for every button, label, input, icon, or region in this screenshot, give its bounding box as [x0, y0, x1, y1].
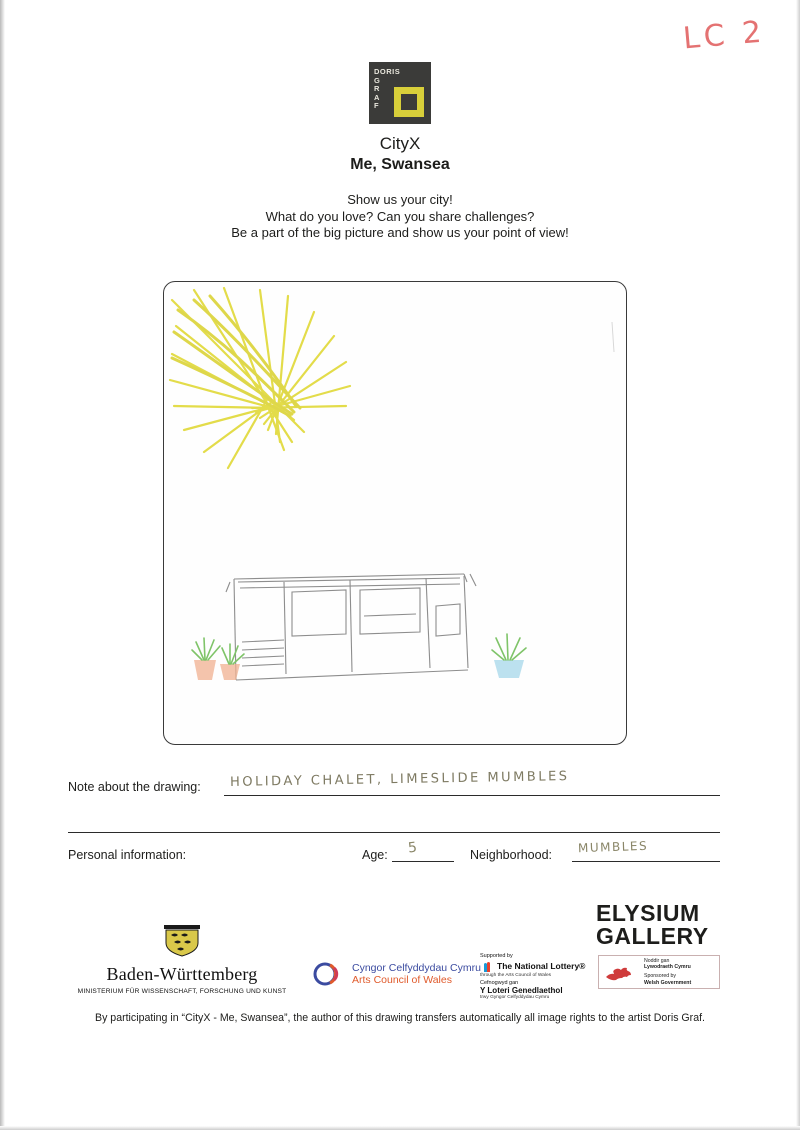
arts-council-english-name: Arts Council of Wales — [352, 974, 452, 986]
elysium-line-2: GALLERY — [596, 923, 709, 949]
national-lottery-logo — [480, 953, 592, 1000]
doris-graf-logo — [369, 62, 431, 124]
elysium-gallery-logo — [596, 902, 709, 948]
arts-council-swirl-icon — [310, 957, 344, 991]
prompt-line-2: What do you love? Can you share challenges? — [265, 208, 535, 224]
neighborhood-input-line[interactable] — [572, 861, 720, 862]
note-handwritten-value: HOLIDAY CHALET, LIMESLIDE MUMBLES — [229, 769, 570, 790]
faint-scan-marks — [612, 322, 614, 352]
lottery-cy-through: trwy Gyngor Celfyddydau Cymru — [480, 995, 550, 1000]
age-label: Age: — [362, 848, 388, 862]
scan-edge-bottom — [0, 1126, 800, 1130]
drawing-frame — [163, 281, 627, 745]
lottery-through-en: through the Arts Council of Wales — [480, 973, 552, 978]
lottery-cy-name: Y Loteri Genedlaethol — [480, 986, 563, 995]
welsh-dragon-icon — [603, 960, 639, 984]
note-line-1[interactable] — [224, 795, 720, 796]
arts-council-wales-logo — [310, 957, 481, 991]
prompt-line-1: Show us your city! — [347, 192, 453, 207]
lottery-supported-by: Supported by — [480, 953, 513, 959]
neighborhood-handwritten-value: MUMBLES — [577, 838, 649, 856]
baden-crest-icon — [156, 923, 208, 957]
welsh-gov-cy-small: Noddir gan — [644, 957, 670, 964]
crossed-fingers-icon — [480, 959, 494, 973]
chalet-sketch — [226, 574, 476, 680]
prompt-text — [0, 192, 800, 242]
welsh-government-logo — [598, 955, 720, 989]
logo-wordmark: DORIS G R A F — [374, 67, 401, 110]
lottery-cy-small: Cefnogwyd gan — [480, 980, 519, 986]
age-handwritten-value: 5 — [407, 839, 418, 857]
baden-name: Baden-Württemberg — [106, 964, 258, 984]
welsh-gov-cy-name: Lywodraeth Cymru — [644, 964, 691, 971]
rights-footer-text: By participating in “CityX - Me, Swansea”, the author of this drawing transfers automatically all image rights to the artist Doris Graf. — [95, 1012, 705, 1024]
personal-information-label: Personal information: — [68, 848, 187, 862]
baden-ministry-line: MINISTERIUM FÜR WISSENSCHAFT, FORSCHUNG UND KUNST — [77, 988, 287, 995]
welsh-gov-en-name: Welsh Government — [644, 979, 692, 986]
right-plant-pot — [492, 634, 526, 678]
childs-drawing — [164, 282, 626, 744]
page-title: CityX — [379, 134, 421, 153]
baden-wurttemberg-logo — [66, 923, 298, 995]
elysium-line-1: ELYSIUM — [596, 900, 700, 926]
age-input-line[interactable] — [392, 861, 454, 862]
lottery-name: The National Lottery® — [497, 961, 586, 971]
arts-council-welsh-name: Cyngor Celfyddydau Cymru — [352, 962, 481, 974]
page-subtitle: Me, Swansea — [350, 156, 450, 173]
note-label: Note about the drawing: — [68, 780, 201, 794]
neighborhood-label: Neighborhood: — [470, 848, 553, 862]
sponsor-logos — [0, 900, 800, 1015]
left-plant-pots — [192, 638, 244, 680]
welsh-gov-en-small: Sponsored by — [644, 973, 677, 979]
logo-inner-square — [401, 94, 417, 110]
handwritten-reference-code: LC 2 — [681, 14, 767, 57]
prompt-line-3: Be a part of the big picture and show us your point of view! — [231, 225, 569, 240]
note-line-2[interactable] — [68, 832, 720, 833]
